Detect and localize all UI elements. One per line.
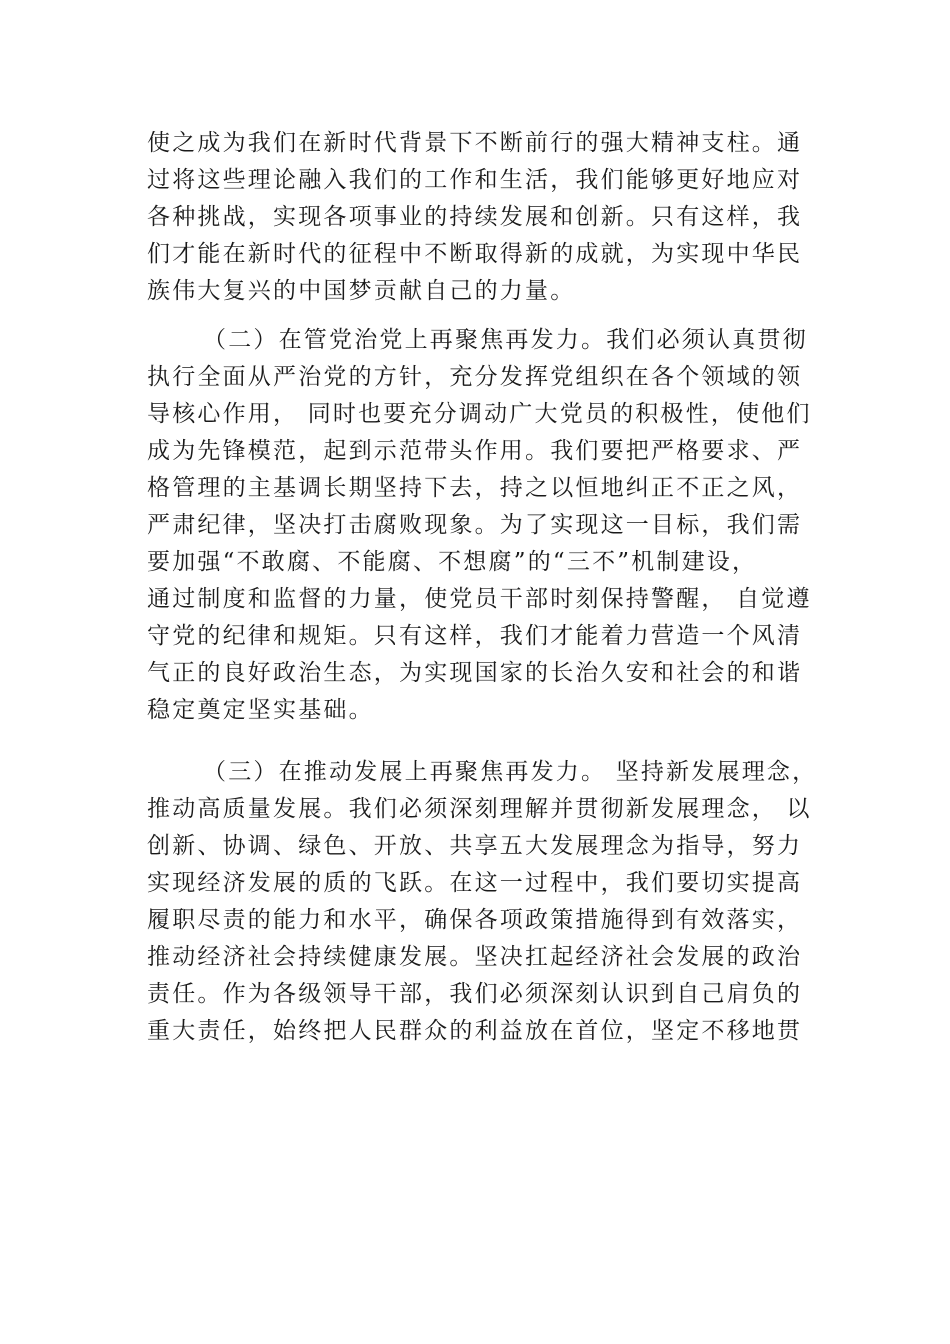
text-line: 过将这些理论融入我们的工作和生活，我们能够更好地应对	[147, 167, 803, 193]
text-line: 实现经济发展的质的飞跃。在这一过程中，我们要切实提高	[147, 870, 803, 896]
text-line: 责任。作为各级领导干部，我们必须深刻认识到自己肩负的	[147, 981, 803, 1007]
text-line: 格管理的主基调长期坚持下去，持之以恒地纠正不正之风，	[147, 475, 803, 501]
paragraph-continuation	[147, 125, 807, 310]
text-line: 履职尽责的能力和水平，确保各项政策措施得到有效落实，	[147, 907, 803, 933]
text-line: 重大责任，始终把人民群众的利益放在首位，坚定不移地贯	[147, 1018, 803, 1044]
text-line: 严肃纪律，坚决打击腐败现象。为了实现这一目标，我们需	[147, 512, 803, 538]
text-line: 通过制度和监督的力量，使党员干部时刻保持警醒， 自觉遵	[147, 586, 812, 612]
text-line: 执行全面从严治党的方针，充分发挥党组织在各个领域的领	[147, 364, 803, 390]
text-line: 稳定奠定坚实基础。	[147, 697, 374, 723]
text-line: 气正的良好政治生态，为实现国家的长治久安和社会的和谐	[147, 660, 803, 686]
paragraph-development	[147, 754, 818, 1050]
text-line: 守党的纪律和规矩。只有这样，我们才能着力营造一个风清	[147, 623, 803, 649]
text-line: 各种挑战，实现各项事业的持续发展和创新。只有这样，我	[147, 204, 803, 230]
text-line: 族伟大复兴的中国梦贡献自己的力量。	[147, 278, 576, 304]
text-line: 推动高质量发展。我们必须深刻理解并贯彻新发展理念， 以	[147, 796, 812, 822]
text-line: 推动经济社会持续健康发展。坚决扛起经济社会发展的政治	[147, 944, 803, 970]
text-line: （二）在管党治党上再聚焦再发力。我们必须认真贯彻	[203, 327, 808, 353]
text-line: 使之成为我们在新时代背景下不断前行的强大精神支柱。通	[147, 130, 803, 156]
text-line: 创新、协调、绿色、开放、共享五大发展理念为指导，努力	[147, 833, 803, 859]
text-line: 们才能在新时代的征程中不断取得新的成就，为实现中华民	[147, 241, 803, 267]
text-line: 导核心作用， 同时也要充分调动广大党员的积极性，使他们	[147, 401, 812, 427]
text-line: （三）在推动发展上再聚焦再发力。 坚持新发展理念，	[203, 759, 818, 785]
paragraph-party-governance	[147, 322, 812, 729]
text-line: 要加强“不敢腐、不能腐、不想腐”的“三不”机制建设，	[147, 549, 758, 575]
text-line: 成为先锋模范，起到示范带头作用。我们要把严格要求、严	[147, 438, 803, 464]
